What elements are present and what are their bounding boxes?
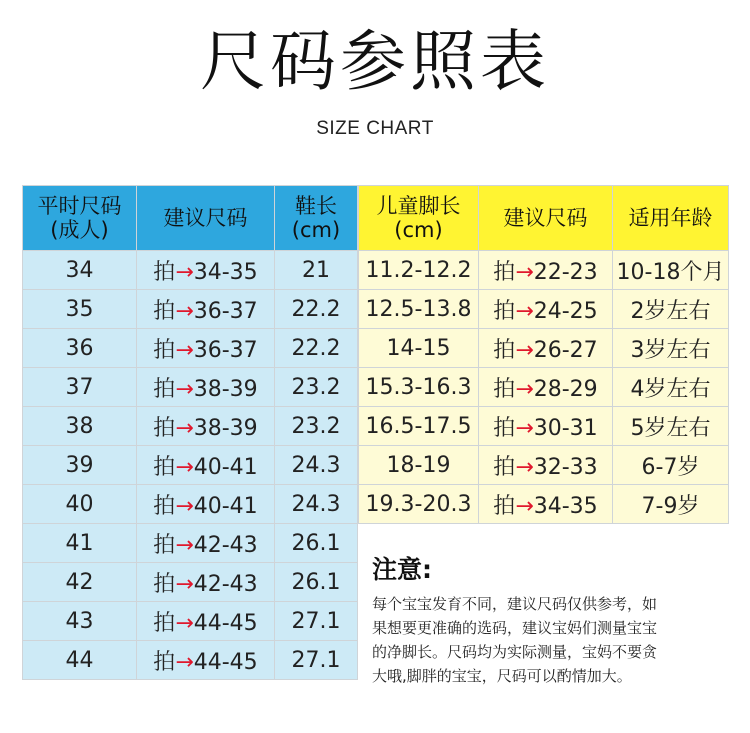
adult-suggested-size-cell bbox=[137, 329, 275, 368]
red-arrow-icon: → bbox=[515, 493, 534, 519]
suggested-size-value: 34-35 bbox=[533, 493, 598, 519]
adult-usual-size-cell: 36 bbox=[23, 329, 137, 368]
red-arrow-icon: → bbox=[515, 376, 534, 402]
child-table-row bbox=[359, 485, 729, 524]
red-arrow-icon: → bbox=[175, 649, 194, 675]
child-suggested-size-cell bbox=[479, 329, 613, 368]
child-age-cell: 5岁左右 bbox=[613, 407, 729, 446]
suggest-word: 拍 bbox=[153, 454, 176, 480]
red-arrow-icon: → bbox=[515, 415, 534, 441]
suggest-word: 拍 bbox=[493, 298, 516, 324]
suggest-word: 拍 bbox=[153, 337, 176, 363]
adult-shoe-length-cell: 23.2 bbox=[275, 407, 358, 446]
adult-usual-size-cell: 39 bbox=[23, 446, 137, 485]
child-suggested-size-cell bbox=[479, 251, 613, 290]
adult-shoe-length-cell: 24.3 bbox=[275, 485, 358, 524]
child-suggested-size-cell bbox=[479, 407, 613, 446]
adult-usual-size-cell: 37 bbox=[23, 368, 137, 407]
child-suggested-size-cell bbox=[479, 446, 613, 485]
adult-suggested-size-cell bbox=[137, 368, 275, 407]
red-arrow-icon: → bbox=[175, 493, 194, 519]
adult-suggested-size-cell bbox=[137, 524, 275, 563]
red-arrow-icon: → bbox=[515, 337, 534, 363]
note-title: 注意: bbox=[372, 555, 432, 584]
suggested-size-value: 38-39 bbox=[193, 415, 258, 441]
adult-shoe-length-cell: 26.1 bbox=[275, 563, 358, 602]
adult-suggested-size-cell bbox=[137, 485, 275, 524]
adult-table-row bbox=[23, 290, 358, 329]
adult-table-row bbox=[23, 485, 358, 524]
adult-suggested-size-cell bbox=[137, 446, 275, 485]
note-line: 大哦,脚胖的宝宝，尺码可以酌情加大。 bbox=[372, 667, 632, 685]
child-age-cell: 4岁左右 bbox=[613, 368, 729, 407]
child-age-cell: 7-9岁 bbox=[613, 485, 729, 524]
adult-usual-size-cell: 42 bbox=[23, 563, 137, 602]
child-header-suggested-size: 建议尺码 bbox=[479, 186, 613, 251]
adult-table-row bbox=[23, 251, 358, 290]
child-table-row bbox=[359, 290, 729, 329]
child-foot-length-cell: 12.5-13.8 bbox=[359, 290, 479, 329]
child-age-cell: 3岁左右 bbox=[613, 329, 729, 368]
adult-shoe-length-cell: 22.2 bbox=[275, 329, 358, 368]
red-arrow-icon: → bbox=[175, 376, 194, 402]
child-age-cell: 6-7岁 bbox=[613, 446, 729, 485]
suggest-word: 拍 bbox=[493, 454, 516, 480]
red-arrow-icon: → bbox=[515, 454, 534, 480]
note-line: 果想要更准确的选码，建议宝妈们测量宝宝 bbox=[372, 619, 658, 637]
adult-table-row bbox=[23, 563, 358, 602]
adult-table-row bbox=[23, 407, 358, 446]
suggest-word: 拍 bbox=[153, 532, 176, 558]
red-arrow-icon: → bbox=[175, 259, 194, 285]
adult-table-row bbox=[23, 368, 358, 407]
suggest-word: 拍 bbox=[493, 376, 516, 402]
note-line: 每个宝宝发育不同，建议尺码仅供参考，如 bbox=[372, 595, 658, 613]
red-arrow-icon: → bbox=[175, 571, 194, 597]
page-title: 尺码参照表 bbox=[200, 23, 550, 100]
adult-table-header-row bbox=[23, 186, 358, 251]
suggested-size-value: 34-35 bbox=[193, 259, 258, 285]
adult-table-row bbox=[23, 602, 358, 641]
suggest-word: 拍 bbox=[153, 649, 176, 675]
adult-usual-size-cell: 40 bbox=[23, 485, 137, 524]
adult-suggested-size-cell bbox=[137, 641, 275, 680]
suggested-size-value: 30-31 bbox=[533, 415, 598, 441]
suggest-word: 拍 bbox=[153, 298, 176, 324]
adult-table-row bbox=[23, 329, 358, 368]
adult-suggested-size-cell bbox=[137, 251, 275, 290]
child-table-row bbox=[359, 407, 729, 446]
child-age-cell: 2岁左右 bbox=[613, 290, 729, 329]
suggest-word: 拍 bbox=[493, 415, 516, 441]
child-foot-length-cell: 11.2-12.2 bbox=[359, 251, 479, 290]
adult-shoe-length-cell: 27.1 bbox=[275, 641, 358, 680]
suggest-word: 拍 bbox=[153, 610, 176, 636]
adult-shoe-length-cell: 27.1 bbox=[275, 602, 358, 641]
suggested-size-value: 28-29 bbox=[533, 376, 598, 402]
adult-usual-size-cell: 35 bbox=[23, 290, 137, 329]
suggest-word: 拍 bbox=[493, 337, 516, 363]
note-line: 的净脚长。尺码均为实际测量，宝妈不要贪 bbox=[372, 643, 658, 661]
child-table-row bbox=[359, 251, 729, 290]
child-foot-length-cell: 18-19 bbox=[359, 446, 479, 485]
suggested-size-value: 36-37 bbox=[193, 337, 258, 363]
adult-size-table bbox=[22, 185, 358, 680]
adult-table-row bbox=[23, 524, 358, 563]
adult-shoe-length-cell: 22.2 bbox=[275, 290, 358, 329]
child-foot-length-cell: 15.3-16.3 bbox=[359, 368, 479, 407]
suggest-word: 拍 bbox=[153, 493, 176, 519]
child-foot-length-cell: 19.3-20.3 bbox=[359, 485, 479, 524]
suggested-size-value: 44-45 bbox=[193, 610, 258, 636]
child-table-row bbox=[359, 329, 729, 368]
red-arrow-icon: → bbox=[175, 298, 194, 324]
child-table-header-row bbox=[359, 186, 729, 251]
adult-shoe-length-cell: 26.1 bbox=[275, 524, 358, 563]
child-table-body bbox=[359, 251, 729, 524]
adult-shoe-length-cell: 23.2 bbox=[275, 368, 358, 407]
child-table-row bbox=[359, 368, 729, 407]
suggested-size-value: 44-45 bbox=[193, 649, 258, 675]
adult-usual-size-cell: 41 bbox=[23, 524, 137, 563]
suggest-word: 拍 bbox=[153, 415, 176, 441]
adult-header-suggested-size: 建议尺码 bbox=[137, 186, 275, 251]
child-suggested-size-cell bbox=[479, 290, 613, 329]
suggest-word: 拍 bbox=[493, 259, 516, 285]
adult-suggested-size-cell bbox=[137, 602, 275, 641]
note-box bbox=[372, 550, 732, 688]
child-foot-length-cell: 14-15 bbox=[359, 329, 479, 368]
suggested-size-value: 26-27 bbox=[533, 337, 598, 363]
suggested-size-value: 22-23 bbox=[533, 259, 598, 285]
red-arrow-icon: → bbox=[175, 337, 194, 363]
child-suggested-size-cell bbox=[479, 368, 613, 407]
adult-header-shoe-length-line1: 鞋长 bbox=[295, 194, 337, 218]
child-suggested-size-cell bbox=[479, 485, 613, 524]
adult-header-usual-size-line1: 平时尺码 bbox=[37, 194, 122, 218]
adult-usual-size-cell: 34 bbox=[23, 251, 137, 290]
suggest-word: 拍 bbox=[493, 493, 516, 519]
adult-usual-size-cell: 44 bbox=[23, 641, 137, 680]
note-body bbox=[372, 592, 732, 688]
adult-header-usual-size-line2: (成人) bbox=[50, 218, 109, 242]
adult-usual-size-cell: 43 bbox=[23, 602, 137, 641]
adult-suggested-size-cell bbox=[137, 290, 275, 329]
page-subtitle: SIZE CHART bbox=[316, 118, 434, 139]
child-table-row bbox=[359, 446, 729, 485]
red-arrow-icon: → bbox=[515, 259, 534, 285]
red-arrow-icon: → bbox=[175, 454, 194, 480]
child-header-foot-length-line2: (cm) bbox=[394, 218, 443, 242]
suggested-size-value: 24-25 bbox=[533, 298, 598, 324]
red-arrow-icon: → bbox=[175, 415, 194, 441]
suggested-size-value: 36-37 bbox=[193, 298, 258, 324]
suggest-word: 拍 bbox=[153, 376, 176, 402]
suggested-size-value: 40-41 bbox=[193, 493, 258, 519]
suggested-size-value: 38-39 bbox=[193, 376, 258, 402]
adult-suggested-size-cell bbox=[137, 407, 275, 446]
red-arrow-icon: → bbox=[175, 532, 194, 558]
adult-table-body bbox=[23, 251, 358, 680]
child-header-age: 适用年龄 bbox=[613, 186, 729, 251]
adult-table-row bbox=[23, 641, 358, 680]
suggested-size-value: 42-43 bbox=[193, 532, 258, 558]
red-arrow-icon: → bbox=[175, 610, 194, 636]
adult-shoe-length-cell: 24.3 bbox=[275, 446, 358, 485]
suggest-word: 拍 bbox=[153, 571, 176, 597]
adult-header-shoe-length bbox=[275, 186, 358, 251]
adult-header-usual-size bbox=[23, 186, 137, 251]
adult-table-row bbox=[23, 446, 358, 485]
adult-suggested-size-cell bbox=[137, 563, 275, 602]
adult-shoe-length-cell: 21 bbox=[275, 251, 358, 290]
child-header-foot-length bbox=[359, 186, 479, 251]
child-age-cell: 10-18个月 bbox=[613, 251, 729, 290]
suggested-size-value: 32-33 bbox=[533, 454, 598, 480]
child-foot-length-cell: 16.5-17.5 bbox=[359, 407, 479, 446]
red-arrow-icon: → bbox=[515, 298, 534, 324]
suggested-size-value: 42-43 bbox=[193, 571, 258, 597]
suggest-word: 拍 bbox=[153, 259, 176, 285]
child-size-table bbox=[358, 185, 729, 524]
child-header-foot-length-line1: 儿童脚长 bbox=[376, 194, 461, 218]
adult-header-shoe-length-line2: (cm) bbox=[291, 218, 341, 242]
suggested-size-value: 40-41 bbox=[193, 454, 258, 480]
adult-usual-size-cell: 38 bbox=[23, 407, 137, 446]
